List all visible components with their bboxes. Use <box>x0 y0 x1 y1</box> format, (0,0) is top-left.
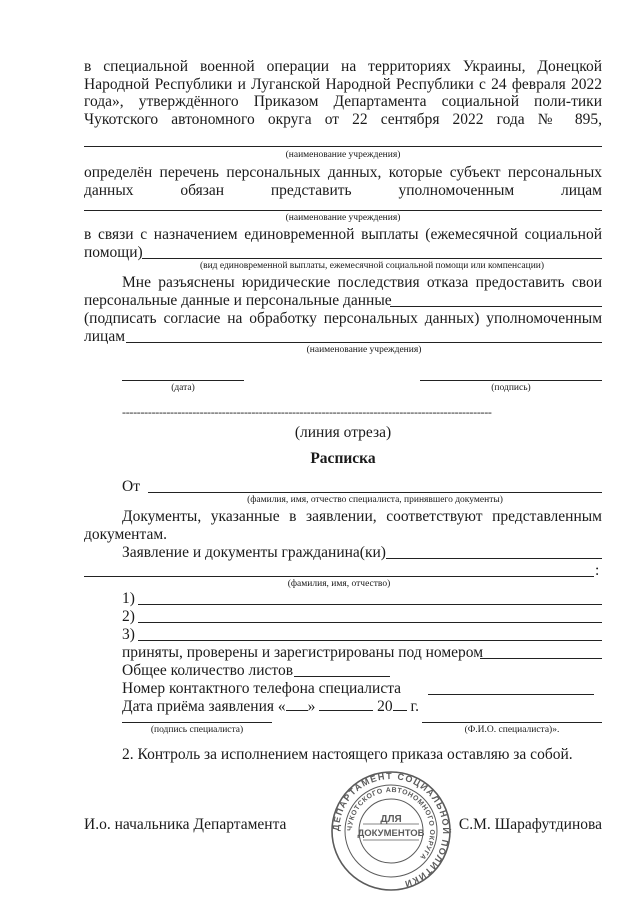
receipt-item-2-label: 2) <box>122 608 135 625</box>
citizen-name-caption: (фамилия, имя, отчество) <box>287 579 391 589</box>
cut-line: ---------------------------------------------------------------------------------------------------- <box>122 405 492 419</box>
citizen-name-field-2[interactable] <box>84 576 594 577</box>
stamp-center-line1: ДЛЯ <box>380 814 402 825</box>
signatory-name: С.М. Шарафутдинова <box>458 816 602 833</box>
receipt-month-field[interactable] <box>319 698 373 711</box>
receipt-sheets-label: Общее количество листов <box>122 662 294 679</box>
specialist-signature-field[interactable] <box>122 722 272 723</box>
date-field[interactable] <box>122 380 244 381</box>
receipt-date-mid: » <box>307 698 316 715</box>
receipt-date-prefix: Дата приёма заявления « <box>122 698 286 715</box>
signatory-position: И.о. начальника Департамента <box>84 816 287 833</box>
institution-field-1[interactable] <box>84 146 602 147</box>
paragraph-consequences-line1: Мне разъяснены юридические последствия отказа предоставить свои <box>122 274 602 291</box>
institution-caption-2: (наименование учреждения) <box>285 213 401 223</box>
receipt-colon: : <box>595 562 600 579</box>
specialist-phone-field[interactable] <box>428 694 594 695</box>
receipt-title: Расписка <box>310 450 376 467</box>
receipt-item-2-field[interactable] <box>138 622 602 623</box>
receipt-from-caption: (фамилия, имя, отчество специалиста, принявшего документы) <box>247 495 503 505</box>
institution-caption-3: (наименование учреждения) <box>306 345 422 355</box>
signature-caption: (подпись) <box>491 383 531 393</box>
signature-field[interactable] <box>420 380 602 381</box>
specialist-name-field[interactable] <box>422 722 602 723</box>
stamp-outer-ring-text: ДЕПАРТАМЕНТ СОЦИАЛЬНОЙ ПОЛИТИКИ <box>330 770 452 890</box>
stamp-inner-ring-text: ЧУКОТСКОГО АВТОНОМНОГО ОКРУГА <box>346 786 436 861</box>
registration-number-field[interactable] <box>480 658 602 659</box>
receipt-item-1-label: 1) <box>122 590 135 607</box>
receipt-statement-label: Заявление и документы гражданина(ки) <box>122 544 386 561</box>
personal-data-field[interactable] <box>390 306 602 307</box>
receipt-phone-label: Номер контактного телефона специалиста <box>122 680 402 697</box>
receipt-documents-text: Документы, указанные в заявлении, соответствуют представленным документам. <box>84 508 602 543</box>
paragraph-payment-line2: помощи) <box>84 244 143 261</box>
receipt-from-field[interactable] <box>148 492 602 493</box>
paragraph-personal-data-list: определён перечень персональных данных, которые субъект персональных данных обязан представить уполномоченным лицам <box>84 164 602 199</box>
official-stamp <box>330 770 452 892</box>
receipt-date-suffix: г. <box>410 698 420 715</box>
specialist-name-caption: (Ф.И.О. специалиста)». <box>464 725 560 735</box>
receipt-day-field[interactable] <box>286 698 308 711</box>
institution-caption-1: (наименование учреждения) <box>285 150 401 160</box>
receipt-item-3-field[interactable] <box>138 640 602 641</box>
receipt-date-label <box>122 698 419 716</box>
receipt-item-1-field[interactable] <box>138 604 602 605</box>
payment-type-field[interactable] <box>142 258 602 259</box>
paragraph-consequences-line2: персональные данные и персональные данные <box>84 292 392 309</box>
paragraph-payment-line1: в связи с назначением единовременной выплаты (ежемесячной социальной <box>84 226 602 243</box>
receipt-registered-label: приняты, проверены и зарегистрированы под номером <box>122 644 484 661</box>
receipt-from-label: От <box>122 478 140 495</box>
cut-line-label: (линия отреза) <box>294 424 392 441</box>
control-text: 2. Контроль за исполнением настоящего приказа оставляю за собой. <box>122 746 573 763</box>
specialist-signature-caption: (подпись специалиста) <box>150 725 244 735</box>
receipt-date-year: 20 <box>377 698 393 715</box>
receipt-year-field[interactable] <box>393 698 407 711</box>
sheets-count-field[interactable] <box>294 676 390 677</box>
receipt-item-3-label: 3) <box>122 626 135 643</box>
citizen-name-field-1[interactable] <box>386 558 602 559</box>
payment-type-caption: (вид единовременной выплаты, ежемесячной социальной помощи или компенсации) <box>199 261 545 271</box>
date-caption: (дата) <box>171 383 195 393</box>
stamp-center-line2: ДОКУМЕНТОВ <box>357 828 425 839</box>
paragraph-legal-basis: в специальной военной операции на территориях Украины, Донецкой Народной Республики и Луганской Народной Республики с 24 февраля 2022 года», утверждённого Приказом Департамента социальной поли-тики Чукотского автономного округа от 22 сентября 2022 года № 895, <box>84 58 602 128</box>
institution-field-3[interactable] <box>126 342 602 343</box>
paragraph-consequences-line3: (подписать согласие на обработку персональных данных) уполномоченным <box>84 310 602 327</box>
paragraph-consequences-line4: лицам <box>84 328 126 345</box>
institution-field-2[interactable] <box>84 210 602 211</box>
